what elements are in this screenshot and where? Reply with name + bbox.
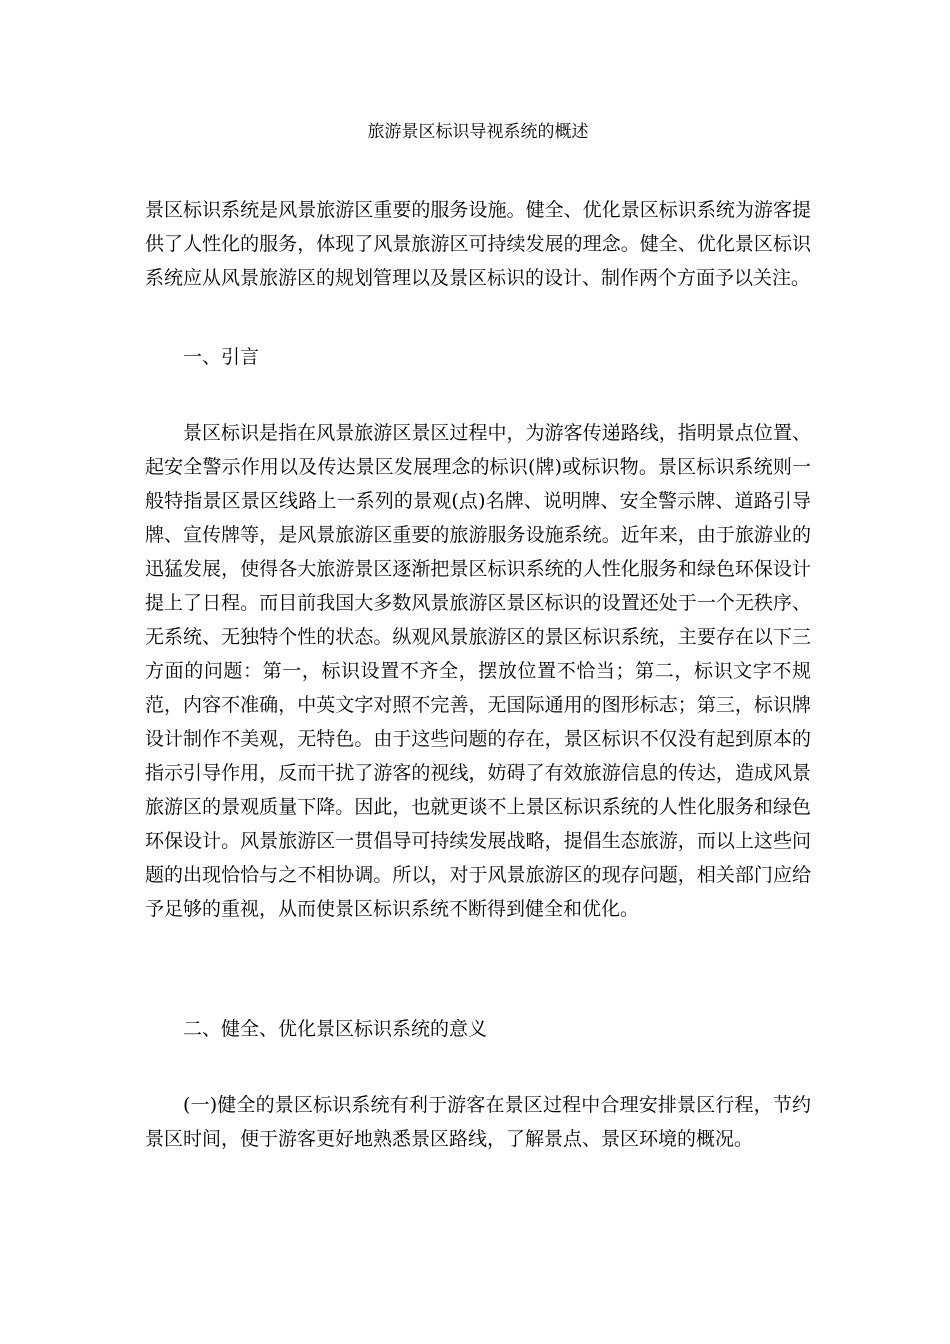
significance-item-1: (一)健全的景区标识系统有利于游客在景区过程中合理安排景区行程，节约景区时间，便于游客更好地熟悉景区路线，了解景点、景区环境的概况。	[145, 1094, 811, 1150]
document-title: 旅游景区标识导视系统的概述	[367, 122, 589, 142]
section-heading-introduction: 一、引言	[183, 346, 260, 368]
abstract-paragraph: 景区标识系统是风景旅游区重要的服务设施。健全、优化景区标识系统为游客提供了人性化的服务，体现了风景旅游区可持续发展的理念。健全、优化景区标识系统应从风景旅游区的规划管理以及景区标识的设计、制作两个方面予以关注。	[145, 199, 811, 289]
introduction-paragraph: 景区标识是指在风景旅游区景区过程中，为游客传递路线，指明景点位置、起安全警示作用以及传达景区发展理念的标识(牌)或标识物。景区标识系统则一般特指景区景区线路上一系列的景观(点)名牌、说明牌、安全警示牌、道路引导牌、宣传牌等，是风景旅游区重要的旅游服务设施系统。近年来，由于旅游业的迅猛发展，使得各大旅游景区逐渐把景区标识系统的人性化服务和绿色环保设计提上了日程。而目前我国大多数风景旅游区景区标识的设置还处于一个无秩序、无系统、无独特个性的状态。纵观风景旅游区的景区标识系统，主要存在以下三方面的问题：第一，标识设置不齐全，摆放位置不恰当；第二，标识文字不规范，内容不准确，中英文字对照不完善，无国际通用的图形标志；第三，标识牌设计制作不美观，无特色。由于这些问题的存在，景区标识不仅没有起到原本的指示引导作用，反而干扰了游客的视线，妨碍了有效旅游信息的传达，造成风景旅游区的景观质量下降。因此，也就更谈不上景区标识系统的人性化服务和绿色环保设计。风景旅游区一贯倡导可持续发展战略，提倡生态旅游，而以上这些问题的出现恰恰与之不相协调。所以，对于风景旅游区的现存问题，相关部门应给予足够的重视，从而使景区标识系统不断得到健全和优化。	[145, 422, 811, 920]
section-heading-significance: 二、健全、优化景区标识系统的意义	[183, 1018, 488, 1040]
